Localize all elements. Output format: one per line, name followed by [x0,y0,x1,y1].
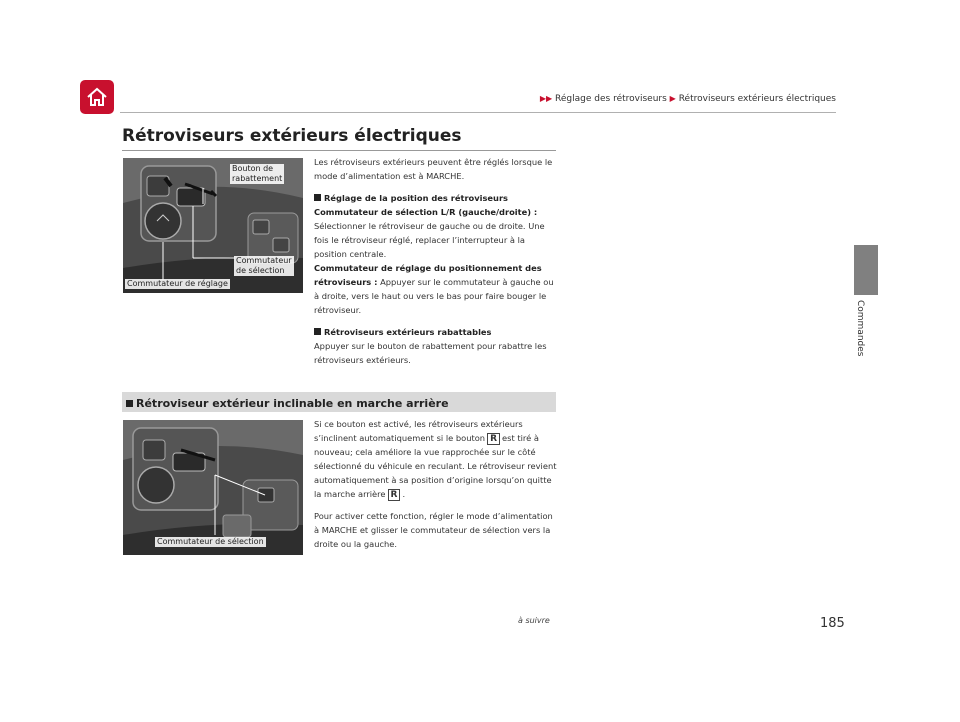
callout-selector-switch [234,256,294,276]
sub1-item2 [314,261,559,317]
breadcrumb-arrow-icon: ▶▶ [539,94,553,103]
page-title: Rétroviseurs extérieurs électriques [122,126,462,146]
breadcrumb-arrow-icon: ▶ [669,94,676,103]
section2-title: Rétroviseur extérieur inclinable en marche arrière [136,397,449,410]
section2-para1 [314,417,559,501]
callout-folding-line2: rabattement [232,174,283,183]
breadcrumb-link-1[interactable]: Réglage des rétroviseurs [555,94,667,104]
chapter-tab-label [853,300,867,370]
section2-heading-band [122,392,556,412]
chapter-label-text: Commandes [855,300,865,357]
square-bullet-icon [126,400,133,407]
sub2-heading [314,325,559,339]
sub1-item2-text: Appuyer sur le commutateur à gauche ou à droite, vers le haut ou vers le bas pour faire bouger le rétroviseur. [314,277,554,315]
reverse-tilt-illustration [123,420,303,555]
square-bullet-icon [314,328,321,335]
sub2-heading-text: Rétroviseurs extérieurs rabattables [324,327,492,337]
r-key-icon: R [388,489,401,501]
sub1-item1 [314,205,559,261]
sub1-item2-label: Commutateur de réglage du positionnement des rétroviseurs : [314,263,542,287]
square-bullet-icon [314,194,321,201]
section2-para2: Pour activer cette fonction, régler le mode d’alimentation à MARCHE et glisser le commutateur de sélection vers la droite ou la gauche. [314,511,553,549]
callout-folding-button [230,164,284,184]
header-divider [120,112,836,113]
section2-para1-c: . [402,489,406,499]
page-number: 185 [820,616,845,631]
reverse-tilt-photo [123,420,303,555]
sub1-item1-text: Sélectionner le rétroviseur de gauche ou de droite. Une fois le rétroviseur réglé, replacer l’interrupteur à la position centrale. [314,221,545,259]
chapter-tab[interactable] [854,245,878,295]
breadcrumb-link-2[interactable]: Rétroviseurs extérieurs électriques [678,94,836,104]
callout-selector-switch-2: Commutateur de sélection [157,537,264,546]
callout-selector-line2: de sélection [236,266,285,275]
section2-text [314,417,559,551]
intro-paragraph: Les rétroviseurs extérieurs peuvent être réglés lorsque le mode d’alimentation est à MARCHE. [314,157,553,181]
r-key-icon: R [487,433,500,445]
section1-text [314,155,559,367]
callout-adjust-switch: Commutateur de réglage [127,279,228,288]
title-divider [122,150,556,151]
callout-selector-line1: Commutateur [236,256,292,265]
section2-para1-a: Si ce bouton est activé, les rétroviseurs extérieurs s’inclinent automatiquement si le bouton [314,419,523,443]
sub1-item1-label: Commutateur de sélection L/R (gauche/droite) : [314,207,538,217]
section2-para1-b: est tiré à nouveau; cela améliore la vue rapprochée sur le côté sélectionné du véhicule en reculant. Le rétroviseur revient automatiquement à sa position d’origine lorsqu’on quitte la marche arrière [314,433,557,499]
sub1-heading [314,191,559,205]
sub1-heading-text: Réglage de la position des rétroviseurs [324,193,508,203]
mirror-switch-photo [123,158,303,293]
callout-folding-line1: Bouton de [232,164,274,173]
sub2-text: Appuyer sur le bouton de rabattement pour rabattre les rétroviseurs extérieurs. [314,341,547,365]
continue-note: à suivre [518,616,550,625]
breadcrumb [0,94,836,104]
